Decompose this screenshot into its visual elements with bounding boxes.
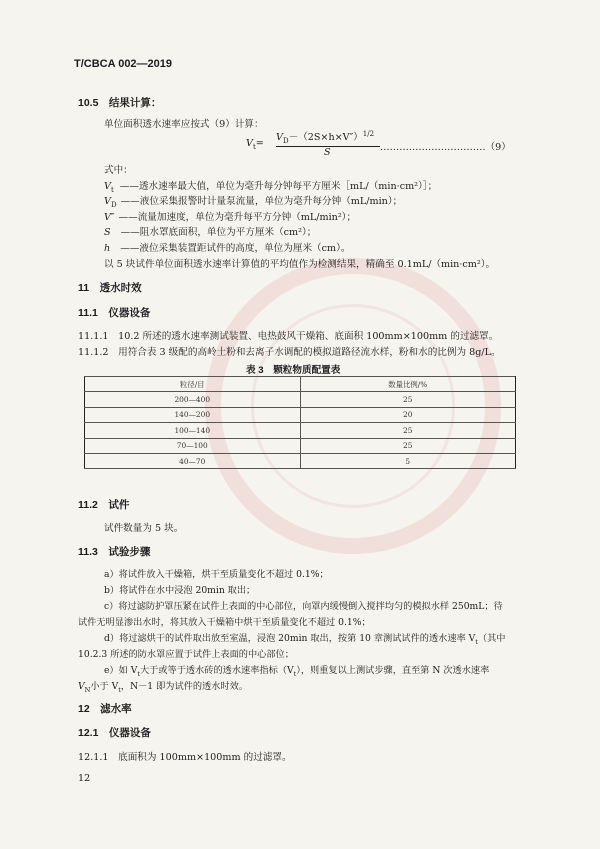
col-header-ratio: 数量比例/%: [300, 377, 516, 392]
step-c-line-1: c）将过滤防护罩压紧在试件上表面的中心部位，向罩内缓慢倒入搅拌均匀的模拟水样 250mL；待: [104, 601, 503, 612]
section-12-heading: 12 滤水率: [78, 703, 132, 715]
formula-number: ……………………………（9）: [380, 142, 511, 153]
cell-size: 100—140: [85, 423, 301, 438]
clause-11-1-2: 11.1.2 用符合表 3 级配的高岭土粉和去离子水调配的模拟道路径流水样，粉和水的比例为 8g/L。: [78, 347, 501, 358]
formula-denominator: S: [324, 147, 331, 158]
cell-size: 40—70: [85, 453, 301, 468]
cell-ratio: 5: [300, 453, 516, 468]
section-11-3-heading: 11.3 试验步骤: [78, 546, 151, 558]
where-label: 式中：: [104, 165, 133, 176]
def-v-accel: V″ ——流量加速度，单位为毫升每平方分钟（mL/min²）；: [104, 212, 357, 223]
cell-size: 200—400: [85, 392, 301, 407]
cell-ratio: 20: [300, 407, 516, 422]
particle-table: [84, 376, 516, 469]
clause-11-1-1: 11.1.1 10.2 所述的透水速率测试装置、电热鼓风干燥箱、底面积 100mm×100mm 的过滤罩。: [78, 331, 499, 342]
section-10-5-intro: 单位面积透水速率应按式（9）计算：: [104, 119, 264, 130]
cell-size: 70—100: [85, 438, 301, 453]
formula-numerator: $V_D-(2S\times h\times V'')^{1/2}$: [276, 129, 375, 145]
step-a: a）将试件放入干燥箱，烘干至质量变化不超过 0.1%；: [104, 569, 329, 580]
table-row: [85, 423, 516, 438]
standard-code: T/CBCA 002—2019: [74, 58, 173, 70]
col-header-size: 粒径/目: [85, 377, 301, 392]
step-c-line-2: 试件无明显渗出水时，将其放入干燥箱中烘干至质量变化不超过 0.1%；: [78, 617, 371, 628]
table-row: [85, 438, 516, 453]
step-e-line-2: $V_N$小于 $V_t$，N－1 即为试件的透水时效。: [78, 681, 248, 694]
section-10-5-heading: 10.5 结果计算：: [78, 97, 162, 109]
cell-ratio: 25: [300, 423, 516, 438]
step-d-line-1: d）将过滤烘干的试件取出放至室温，浸泡 20min 取出，按第 10 章测试试件的透水速率 $V_t$（其中: [104, 633, 506, 646]
step-e-line-1: e）如 $V_t$大于或等于透水砖的透水速率指标$(V_t)$，则重复以上测试步骤，直至第 N 次透水速率: [104, 665, 490, 678]
formula-lhs: $V_t=$: [246, 138, 264, 151]
table-3-caption: 表 3 颗粒物质配置表: [246, 365, 341, 376]
section-12-1-heading: 12.1 仪器设备: [78, 727, 151, 739]
table-row: [85, 407, 516, 422]
step-d-line-2: 10.2.3 所述的防水罩应置于试件上表面的中心部位；: [78, 649, 294, 660]
def-vd: $V_D$ ——液位采集报警时计量泵流量，单位为毫升每分钟（mL/min）；: [104, 196, 403, 209]
section-11-heading: 11 透水时效: [78, 282, 142, 294]
result-statement: 以 5 块试件单位面积透水速率计算值的平均值作为检测结果，精确至 0.1mL/（min·cm²）。: [104, 259, 496, 270]
section-11-2-heading: 11.2 试件: [78, 499, 130, 511]
table-header-row: [85, 377, 516, 392]
clause-12-1-1: 12.1.1 底面积为 100mm×100mm 的过滤罩。: [78, 752, 292, 763]
table-row: [85, 392, 516, 407]
step-b: b）将试件在水中浸泡 20min 取出；: [104, 585, 256, 596]
cell-ratio: 25: [300, 438, 516, 453]
def-h: h ——液位采集装置距试件的高度，单位为厘米（cm）。: [104, 243, 351, 254]
cell-ratio: 25: [300, 392, 516, 407]
table-row: [85, 453, 516, 468]
def-s: S ——阻水罩底面积，单位为平方厘米（cm²）；: [104, 227, 317, 238]
specimen-count: 试件数量为 5 块。: [104, 523, 184, 534]
page-number: 12: [78, 773, 91, 784]
cell-size: 140—200: [85, 407, 301, 422]
def-vt: $V_t$ ——透水速率最大值，单位为毫升每分钟每平方厘米［mL/（min·cm²）］；: [104, 181, 438, 194]
section-11-1-heading: 11.1 仪器设备: [78, 307, 151, 319]
